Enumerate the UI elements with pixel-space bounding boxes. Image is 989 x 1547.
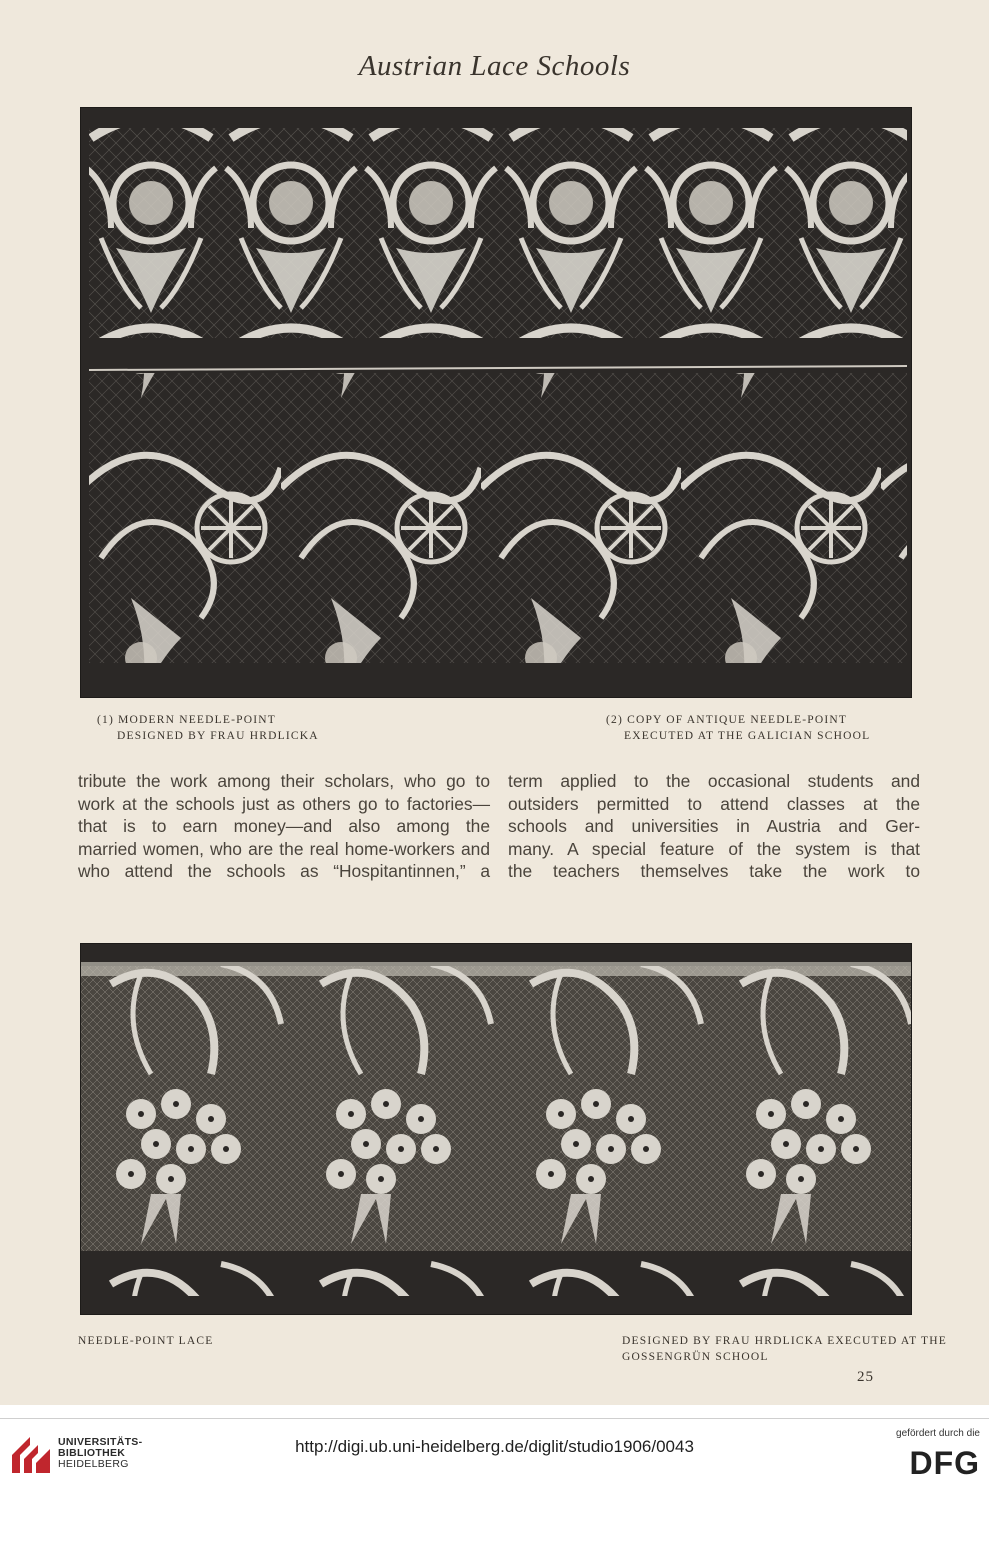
lace-illustration-bottom [81,944,911,1314]
digitisation-footer [0,1405,989,1547]
dfg-logo: DFG [909,1445,980,1481]
text-line: married women, who are the real home-workers and [78,838,490,859]
text-line: outsiders permitted to attend classes at the [508,793,920,814]
library-name-line: BIBLIOTHEK [58,1447,126,1459]
caption-line: (2) COPY OF ANTIQUE NEEDLE-POINT [606,714,848,726]
text-line: who attend the schools as “Hospitantinnen,” a [78,861,490,882]
lace-illustration-top [81,108,911,697]
body-column-left [78,770,490,883]
text-line: schools and universities in Austria and Ger- [508,816,920,837]
page-number: 25 [857,1369,874,1385]
text-line: tribute the work among their scholars, who go to [78,771,490,791]
body-column-right [508,770,920,883]
text-line: work at the schools just as others go to factories— [78,793,490,814]
permalink-url[interactable]: http://digi.ub.uni-heidelberg.de/diglit/studio1906/0043 [295,1437,694,1456]
text-line: term applied to the occasional students and [508,771,920,791]
caption-plate-3-left: NEEDLE-POINT LACE [78,1335,214,1347]
funding-note: gefördert durch die [896,1428,980,1439]
caption-plate-1 [97,712,319,744]
text-line: that is to earn money—and also among the [78,816,490,837]
caption-plate-2 [606,712,906,744]
text-line: many. A special feature of the system is that [508,838,920,859]
library-name-line: UNIVERSITÄTS- [58,1436,143,1448]
lace-plate-bottom [80,943,912,1315]
caption-line: DESIGNED BY FRAU HRDLICKA [117,730,319,742]
footer-divider [0,1418,989,1419]
text-line: the teachers themselves take the work to [508,861,920,882]
caption-line: DESIGNED BY FRAU HRDLICKA [622,1335,824,1347]
caption-line: (1) MODERN NEEDLE-POINT [97,714,276,726]
caption-line: EXECUTED AT THE GALICIAN SCHOOL [624,730,871,742]
lace-plate-top [80,107,912,698]
caption-plate-3-right [622,1333,989,1365]
library-name-line: HEIDELBERG [58,1458,129,1470]
running-title: Austrian Lace Schools [358,50,631,82]
caption-line: EXECUTED AT THE GOSSENGRÜN SCHOOL [622,1335,947,1363]
